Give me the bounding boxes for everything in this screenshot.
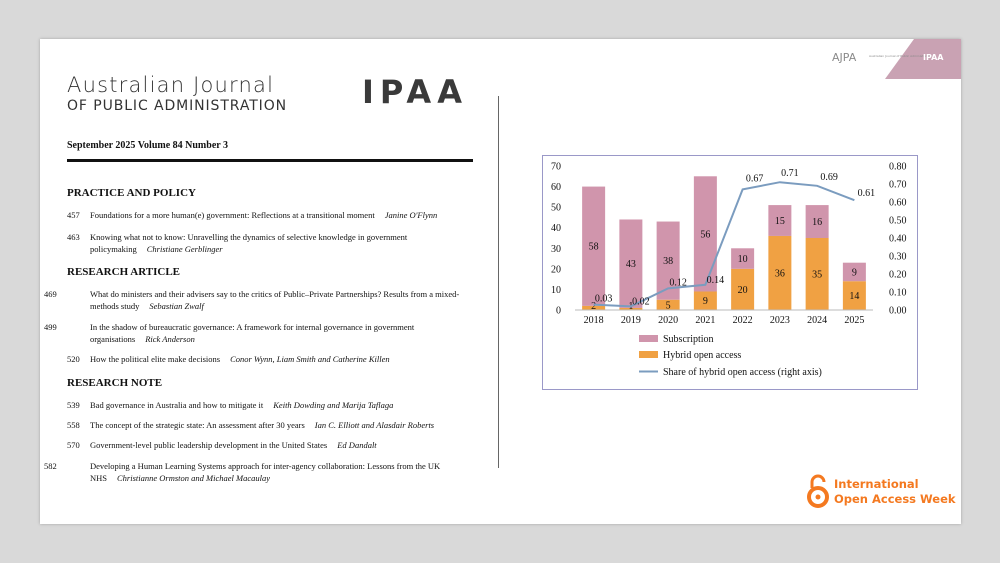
article-page: 520 [67,354,80,364]
y-left-tick-label: 50 [551,202,561,214]
x-tick-label: 2023 [769,315,790,326]
line-value-label: 0.69 [820,171,838,183]
article-authors: Sebastian Zwalf [149,301,204,311]
article-page: 539 [67,400,80,410]
y-right-tick-label: 0.10 [889,287,907,299]
line-value-label: 0.67 [745,173,764,185]
subscription-value-label: 43 [625,259,636,271]
toc-article[interactable] [67,209,459,221]
toc-article[interactable] [44,321,482,345]
chart-panel [542,155,918,390]
toc-article[interactable] [67,231,482,255]
chart [543,156,917,389]
legend-swatch [639,335,658,342]
article-authors: Janine O'Flynn [384,210,438,220]
open-access-lock-icon [809,476,827,506]
y-left-tick-label: 70 [551,161,561,173]
oaw-line2: Open Access Week [834,492,956,506]
section-heading-practice: PRACTICE AND POLICY [67,187,196,199]
ipaa-logo: IPAA [362,73,468,111]
x-tick-label: 2018 [583,315,604,326]
line-value-label: 0.12 [669,277,687,289]
badge-tagline: Australian Journal of Public Administration [869,54,933,58]
subscription-value-label: 16 [812,217,823,229]
y-left-tick-label: 60 [551,182,561,194]
x-tick-label: 2021 [695,315,716,326]
subscription-value-label: 38 [663,256,674,268]
open-access-week-logo [806,473,956,509]
article-title: The concept of the strategic state: An assessment after 30 years [90,420,305,430]
article-authors: Conor Wynn, Liam Smith and Catherine Killen [230,354,390,364]
article-title: Government-level public leadership development in the United States [90,440,328,450]
subscription-value-label: 58 [588,241,599,253]
article-title: Knowing what not to know: Unravelling the dynamics of selective knowledge in government policymaking [90,232,408,254]
article-title: Foundations for a more human(e) government: Reflections at a transitional moment [90,210,375,220]
badge-ajpa-text: AJPA [832,51,857,64]
subscription-value-label: 56 [700,229,711,241]
article-authors: Ed Dandalt [337,440,377,450]
slide [40,39,961,524]
journal-title-line1: Australian Journal [67,73,275,97]
ajpa-badge [830,39,961,79]
y-left-tick-label: 20 [551,264,561,276]
y-right-tick-label: 0.40 [889,233,907,245]
y-right-tick-label: 0.80 [889,161,907,173]
hybrid-value-label: 36 [774,268,785,280]
hybrid-value-label: 14 [849,291,860,303]
section-heading-research-article: RESEARCH ARTICLE [67,266,181,278]
legend-swatch [639,351,658,358]
y-left-tick-label: 40 [551,223,561,235]
line-value-label: 0.02 [632,296,650,308]
x-tick-label: 2022 [732,315,753,326]
line-value-label: 0.71 [781,168,799,180]
issue-line: September 2025 Volume 84 Number 3 [67,140,229,151]
legend-label: Share of hybrid open access (right axis) [663,367,822,378]
hybrid-value-label: 2 [591,301,597,312]
journal-title [67,73,287,115]
toc-article[interactable] [44,288,482,312]
article-authors: Rick Anderson [145,334,195,344]
hybrid-value-label: 9 [702,296,708,308]
toc-article[interactable] [67,353,459,365]
article-authors: Keith Dowding and Marija Taflaga [273,400,394,410]
article-page: 457 [67,210,80,220]
y-left-tick-label: 0 [556,305,561,317]
article-page: 582 [44,461,57,471]
y-left-tick-label: 30 [551,243,561,255]
masthead-rule [67,159,473,162]
column-divider [498,96,499,468]
y-right-tick-label: 0.70 [889,179,907,191]
article-page: 570 [67,440,80,450]
journal-title-line2: OF PUBLIC ADMINISTRATION [67,98,287,114]
badge-ipaa-text: IPAA [923,53,944,62]
article-title: How the political elite make decisions [90,354,221,364]
y-right-tick-label: 0.20 [889,269,907,281]
article-page: 499 [44,322,57,332]
article-title: Developing a Human Learning Systems approach for inter-agency collaboration: Lessons from the UK NHS [90,461,441,483]
line-value-label: 0.61 [857,188,876,200]
hybrid-value-label: 5 [665,300,671,312]
article-authors: Ian C. Elliott and Alasdair Roberts [314,420,435,430]
section-heading-research-note: RESEARCH NOTE [67,377,163,389]
article-page: 469 [44,289,57,299]
subscription-value-label: 10 [737,254,748,266]
article-title: In the shadow of bureaucratic governance: A framework for internal governance in government organisations [90,322,415,344]
x-tick-label: 2024 [807,315,828,326]
article-page: 558 [67,420,80,430]
legend-label: Subscription [663,334,714,345]
x-tick-label: 2025 [844,315,865,326]
toc-article[interactable] [67,399,459,411]
subscription-value-label: 9 [851,267,857,279]
article-title: What do ministers and their advisers say to the critics of Public–Private Partnerships? Results from a mixed-methods study [90,289,460,311]
legend-label: Hybrid open access [663,350,742,361]
article-authors: Christiane Gerblinger [146,244,223,254]
y-right-tick-label: 0.30 [889,251,907,263]
hybrid-value-label: 1 [628,301,634,312]
y-right-tick-label: 0.00 [889,305,907,317]
article-page: 463 [67,232,80,242]
hybrid-value-label: 20 [737,284,748,296]
y-left-tick-label: 10 [551,284,561,296]
oaw-line1: International [834,477,919,491]
toc-article[interactable] [67,439,459,451]
y-right-tick-label: 0.60 [889,197,907,209]
subscription-value-label: 15 [774,216,785,228]
toc-article[interactable] [44,460,482,484]
y-right-tick-label: 0.50 [889,215,907,227]
article-authors: Christianne Ormston and Michael Macaulay [117,473,270,483]
line-value-label: 0.03 [594,293,613,305]
article-title: Bad governance in Australia and how to mitigate it [90,400,264,410]
x-tick-label: 2020 [658,315,679,326]
toc-article[interactable] [67,419,459,431]
hybrid-value-label: 35 [812,269,823,281]
x-tick-label: 2019 [620,315,641,326]
line-value-label: 0.14 [706,274,725,286]
